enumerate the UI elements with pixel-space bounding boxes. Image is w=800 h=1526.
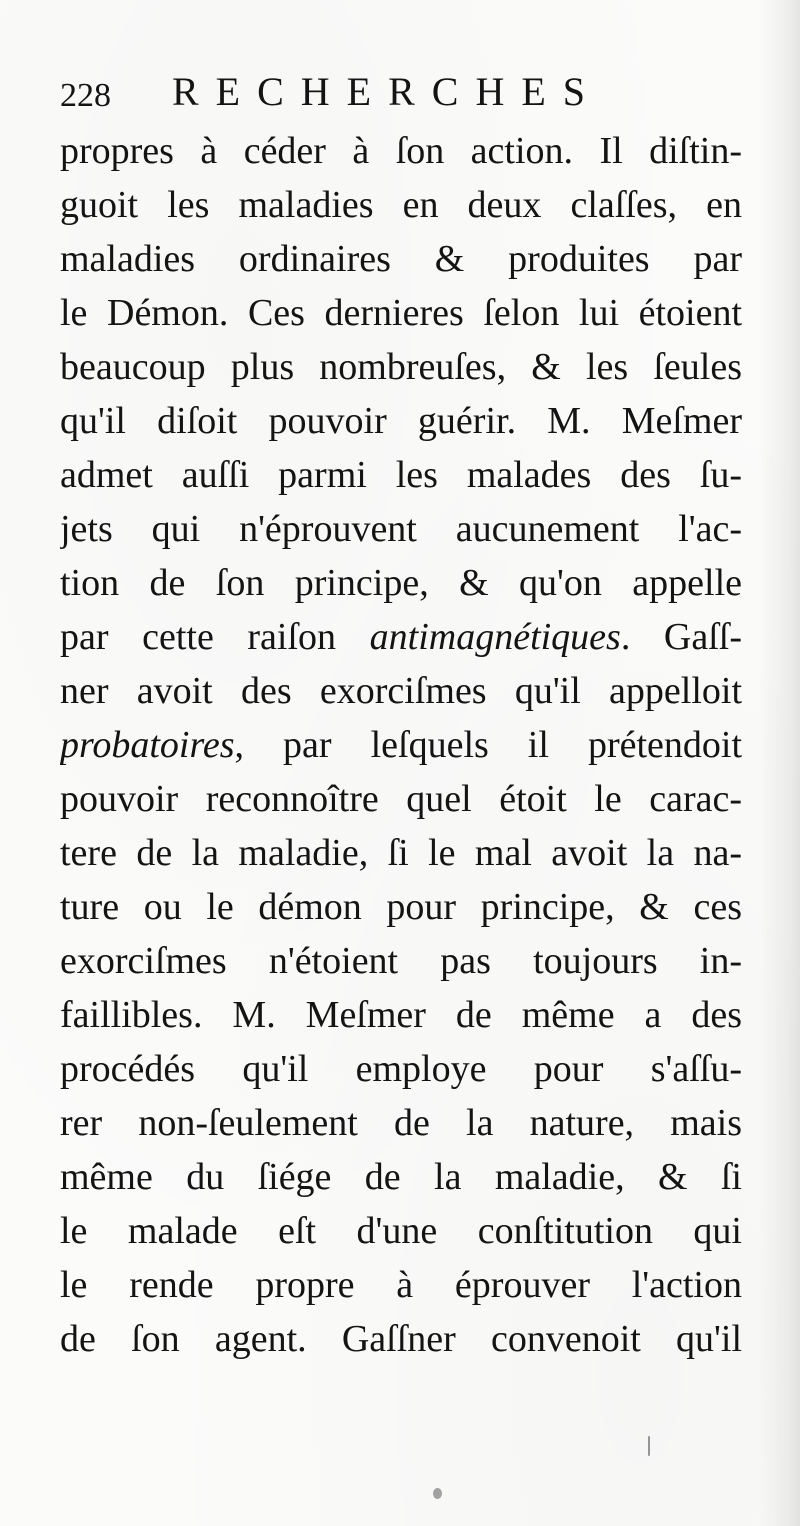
text-line <box>60 826 742 880</box>
body-text <box>60 124 742 1366</box>
line-text: tion de ſon principe, & qu'on appelle <box>60 562 742 604</box>
line-text: pouvoir reconnoître quel étoit le carac- <box>60 778 742 820</box>
italic-term: probatoires <box>60 724 235 766</box>
print-speck <box>433 1488 442 1499</box>
text-line <box>60 1096 742 1150</box>
text-line <box>60 988 742 1042</box>
line-text: propres à céder à ſon action. Il diſtin- <box>60 130 742 172</box>
line-text: admet auſſi parmi les malades des ſu- <box>60 454 742 496</box>
text-line <box>60 178 742 232</box>
line-text: jets qui n'éprouvent aucunement l'ac- <box>60 508 742 550</box>
page-number: 228 <box>60 77 111 114</box>
text-line <box>60 1150 742 1204</box>
line-text: guoit les maladies en deux claſſes, en <box>60 184 742 226</box>
line-text: tere de la maladie, ſi le mal avoit la na- <box>60 832 742 874</box>
page-edge-shadow <box>758 0 800 1526</box>
line-text: . Gaſſ- <box>620 616 742 658</box>
text-line <box>60 1258 742 1312</box>
line-text: de ſon agent. Gaſſner convenoit qu'il <box>60 1318 742 1360</box>
line-text: qu'il diſoit pouvoir guérir. M. Meſmer <box>60 400 742 442</box>
text-line <box>60 556 742 610</box>
line-text: maladies ordinaires & produites par <box>60 238 742 280</box>
text-line <box>60 1042 742 1096</box>
text-line <box>60 610 742 664</box>
text-line <box>60 340 742 394</box>
print-speck <box>648 1436 650 1456</box>
line-text: le rende propre à éprouver l'action <box>60 1264 742 1306</box>
line-text: procédés qu'il employe pour s'aſſu- <box>60 1048 742 1090</box>
running-head <box>60 66 660 118</box>
text-line <box>60 880 742 934</box>
running-title: RECHERCHES <box>172 69 603 114</box>
text-line <box>60 1312 742 1366</box>
text-line <box>60 124 742 178</box>
line-text: ture ou le démon pour principe, & ces <box>60 886 742 928</box>
text-line <box>60 232 742 286</box>
line-text: rer non-ſeulement de la nature, mais <box>60 1102 742 1144</box>
line-text: le malade eſt d'une conſtitution qui <box>60 1210 742 1252</box>
line-text: beaucoup plus nombreuſes, & les ſeules <box>60 346 742 388</box>
text-line <box>60 664 742 718</box>
line-text: , par leſquels il prétendoit <box>234 724 742 766</box>
line-text: faillibles. M. Meſmer de même a des <box>60 994 742 1036</box>
line-text: exorciſmes n'étoient pas toujours in- <box>60 940 742 982</box>
text-line <box>60 772 742 826</box>
text-line <box>60 502 742 556</box>
text-line <box>60 1204 742 1258</box>
text-line <box>60 448 742 502</box>
text-line <box>60 718 742 772</box>
line-text: ner avoit des exorciſmes qu'il appelloit <box>60 670 742 712</box>
text-line <box>60 394 742 448</box>
italic-term: antimagnétiques <box>369 616 621 658</box>
line-text: par cette raiſon <box>60 616 370 658</box>
text-line <box>60 286 742 340</box>
text-line <box>60 934 742 988</box>
line-text: même du ſiége de la maladie, & ſi <box>60 1156 742 1198</box>
line-text: le Démon. Ces dernieres ſelon lui étoient <box>60 292 742 334</box>
